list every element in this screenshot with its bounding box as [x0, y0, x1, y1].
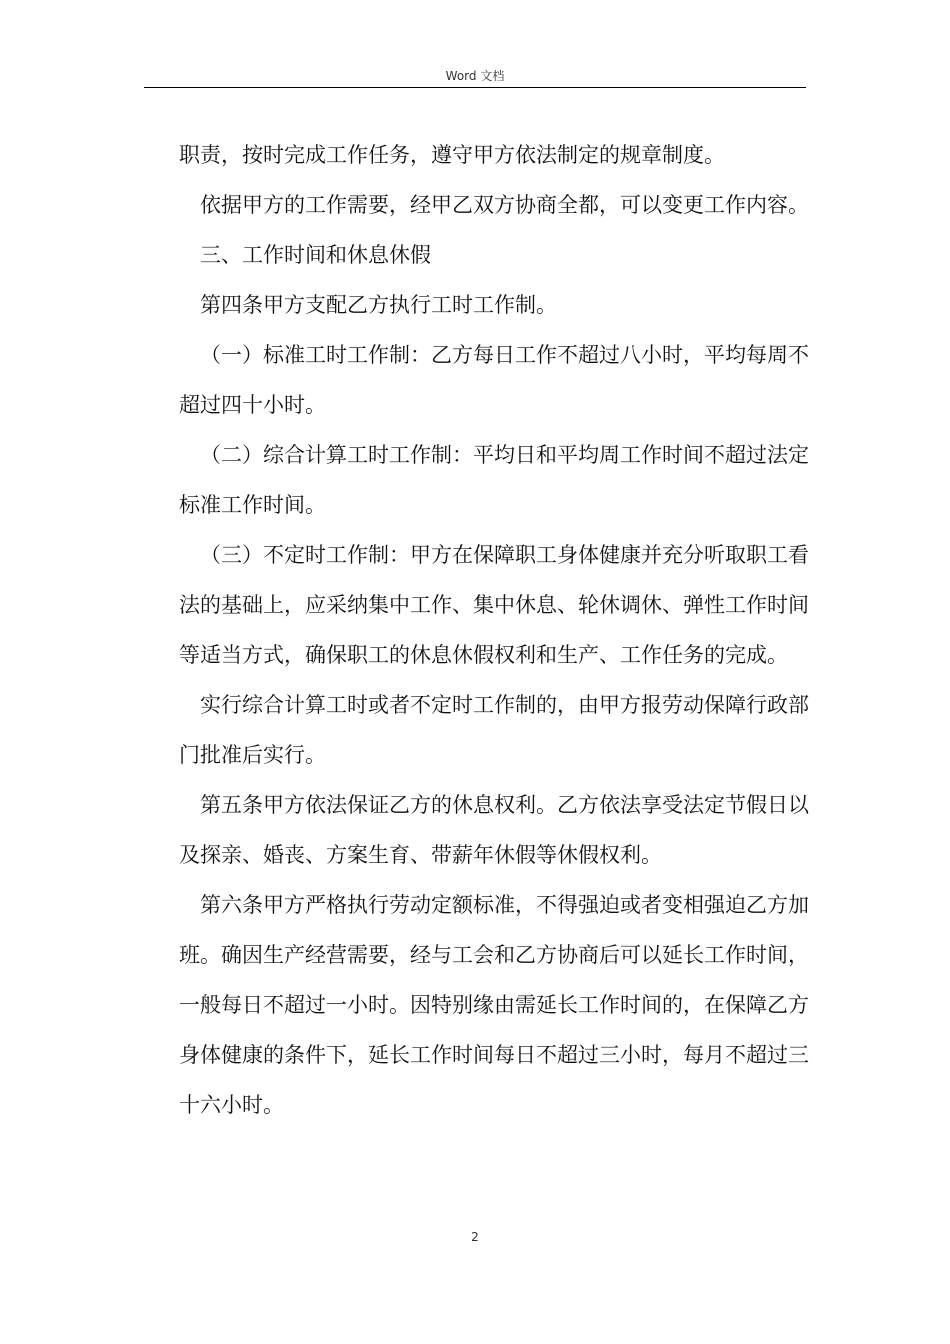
paragraph: 职责，按时完成工作任务，遵守甲方依法制定的规章制度。	[179, 143, 725, 167]
header-rule	[144, 87, 806, 88]
paragraph: 第四条甲方支配乙方执行工时工作制。	[200, 293, 557, 317]
paragraph: （二）综合计算工时工作制：平均日和平均周工作时间不超过法定标准工作时间。	[179, 443, 809, 517]
page-number: 2	[471, 1230, 479, 1244]
paragraph: （一）标准工时工作制：乙方每日工作不超过八小时，平均每周不超过四十小时。	[179, 343, 809, 417]
document-body	[179, 130, 809, 1130]
page-header: Word 文档	[445, 69, 505, 83]
paragraph: （三）不定时工作制：甲方在保障职工身体健康并充分听取职工看法的基础上，应采纳集中工作、集中休息、轮休调休、弹性工作时间等适当方式，确保职工的休息休假权利和生产、工作任务的完成。	[179, 543, 809, 667]
paragraph: 依据甲方的工作需要，经甲乙双方协商全都，可以变更工作内容。	[200, 193, 809, 217]
paragraph: 实行综合计算工时或者不定时工作制的，由甲方报劳动保障行政部门批准后实行。	[179, 693, 809, 767]
paragraph: 第五条甲方依法保证乙方的休息权利。乙方依法享受法定节假日以及探亲、婚丧、方案生育、带薪年休假等休假权利。	[179, 793, 809, 867]
paragraph: 第六条甲方严格执行劳动定额标准，不得强迫或者变相强迫乙方加班。确因生产经营需要，经与工会和乙方协商后可以延长工作时间，一般每日不超过一小时。因特别缘由需延长工作时间的，在保障乙方身体健康的条件下，延长工作时间每日不超过三小时，每月不超过三十六小时。	[179, 893, 809, 1117]
section-heading: 三、工作时间和休息休假	[200, 243, 431, 267]
